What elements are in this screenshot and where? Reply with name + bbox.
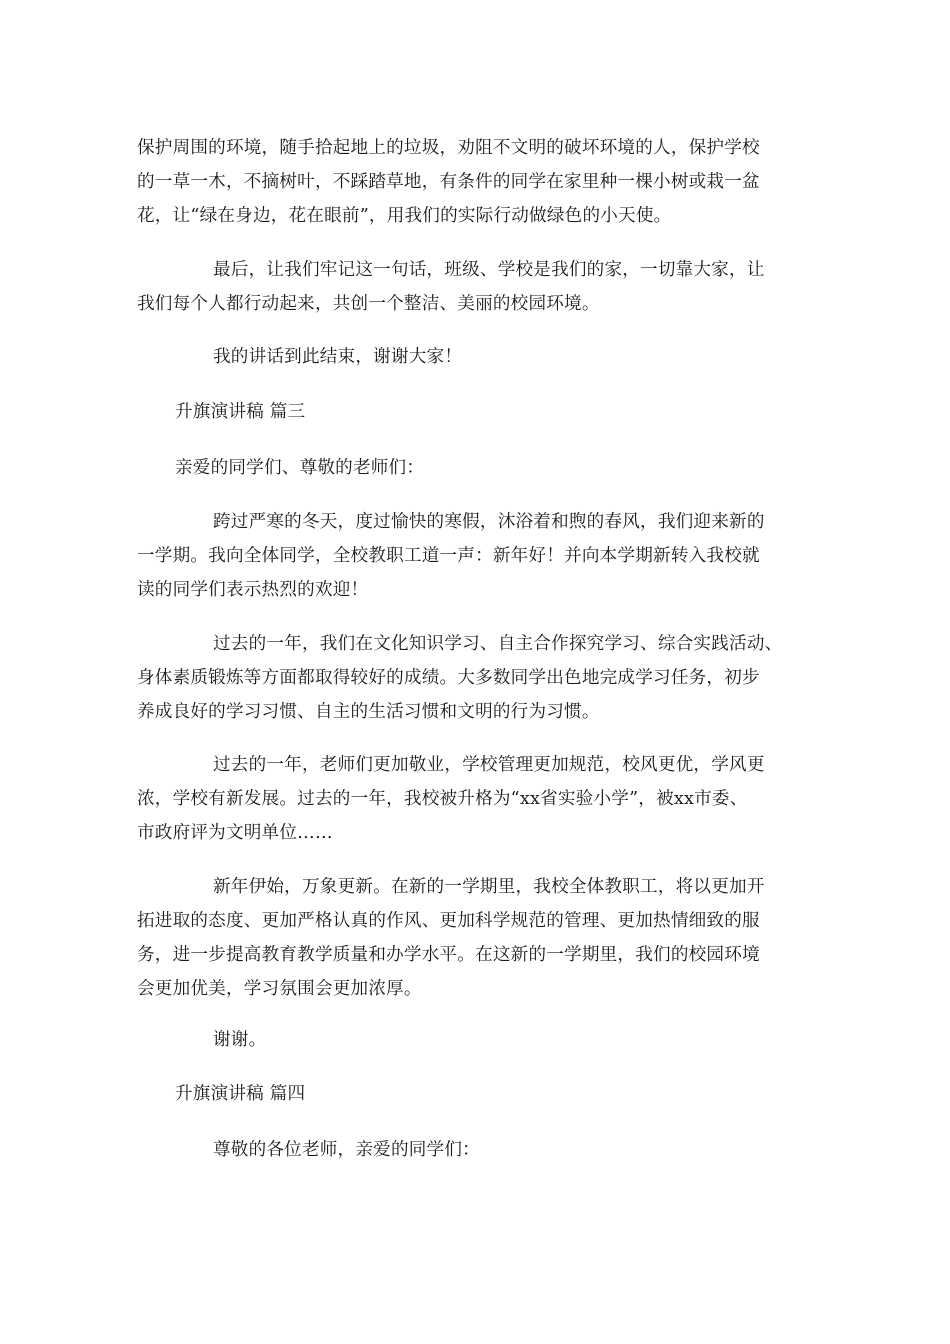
text-line: 市政府评为文明单位…… (137, 823, 333, 843)
paragraph-closing-remark (137, 253, 817, 321)
paragraph-new-term (137, 505, 817, 607)
section-heading-part-three (137, 395, 817, 429)
paragraph-thanks (137, 340, 817, 374)
text-line: 新年伊始，万象更新。在新的一学期里，我校全体教职工，将以更加开 (213, 877, 765, 897)
text-line: 花，让“绿在身边，花在眼前”，用我们的实际行动做绿色的小天使。 (137, 206, 672, 226)
text-line: 养成良好的学习习惯、自主的生活习惯和文明的行为习惯。 (137, 702, 600, 722)
text-line: 最后，让我们牢记这一句话，班级、学校是我们的家，一切靠大家，让 (213, 260, 765, 280)
text-line: 尊敬的各位老师，亲爱的同学们： (213, 1140, 480, 1160)
text-line: 身体素质锻炼等方面都取得较好的成绩。大多数同学出色地完成学习任务，初步 (137, 668, 760, 688)
text-line: 我的讲话到此结束，谢谢大家！ (213, 347, 463, 367)
paragraph-thank-you (137, 1023, 817, 1057)
text-line: 我们每个人都行动起来，共创一个整洁、美丽的校园环境。 (137, 294, 600, 314)
paragraph-student-achievements (137, 627, 817, 729)
text-line: 保护周围的环境，随手拾起地上的垃圾，劝阻不文明的破坏环境的人，保护学校 (137, 138, 760, 158)
text-line: 过去的一年，我们在文化知识学习、自主合作探究学习、综合实践活动、 (213, 634, 783, 654)
section-heading: 升旗演讲稿 篇四 (175, 1084, 306, 1104)
text-line: 读的同学们表示热烈的欢迎！ (137, 580, 369, 600)
text-line: 拓进取的态度、更加严格认真的作风、更加科学规范的管理、更加热情细致的服 (137, 911, 760, 931)
paragraph-school-development (137, 748, 817, 850)
text-line: 亲爱的同学们、尊敬的老师们： (175, 458, 425, 478)
text-line: 谢谢。 (213, 1030, 267, 1050)
text-line: 跨过严寒的冬天，度过愉快的寒假，沐浴着和煦的春风，我们迎来新的 (213, 512, 765, 532)
section-heading-part-four (137, 1077, 817, 1111)
text-line: 务，进一步提高教育教学质量和办学水平。在这新的一学期里，我们的校园环境 (137, 945, 760, 965)
text-line: 一学期。我向全体同学，全校教职工道一声：新年好！并向本学期新转入我校就 (137, 546, 760, 566)
text-line: 的一草一木，不摘树叶，不踩踏草地，有条件的同学在家里种一棵小树或栽一盆 (137, 172, 760, 192)
text-line: 浓，学校有新发展。过去的一年，我校被升格为“xx省实验小学”，被xx市委、 (137, 789, 748, 809)
salutation (137, 451, 817, 485)
salutation-part-four (137, 1133, 817, 1167)
paragraph-new-year-goals (137, 870, 817, 1006)
paragraph-environment (137, 131, 817, 233)
section-heading: 升旗演讲稿 篇三 (175, 402, 306, 422)
text-line: 过去的一年，老师们更加敬业，学校管理更加规范，校风更优，学风更 (213, 755, 765, 775)
text-line: 会更加优美，学习氛围会更加浓厚。 (137, 979, 422, 999)
